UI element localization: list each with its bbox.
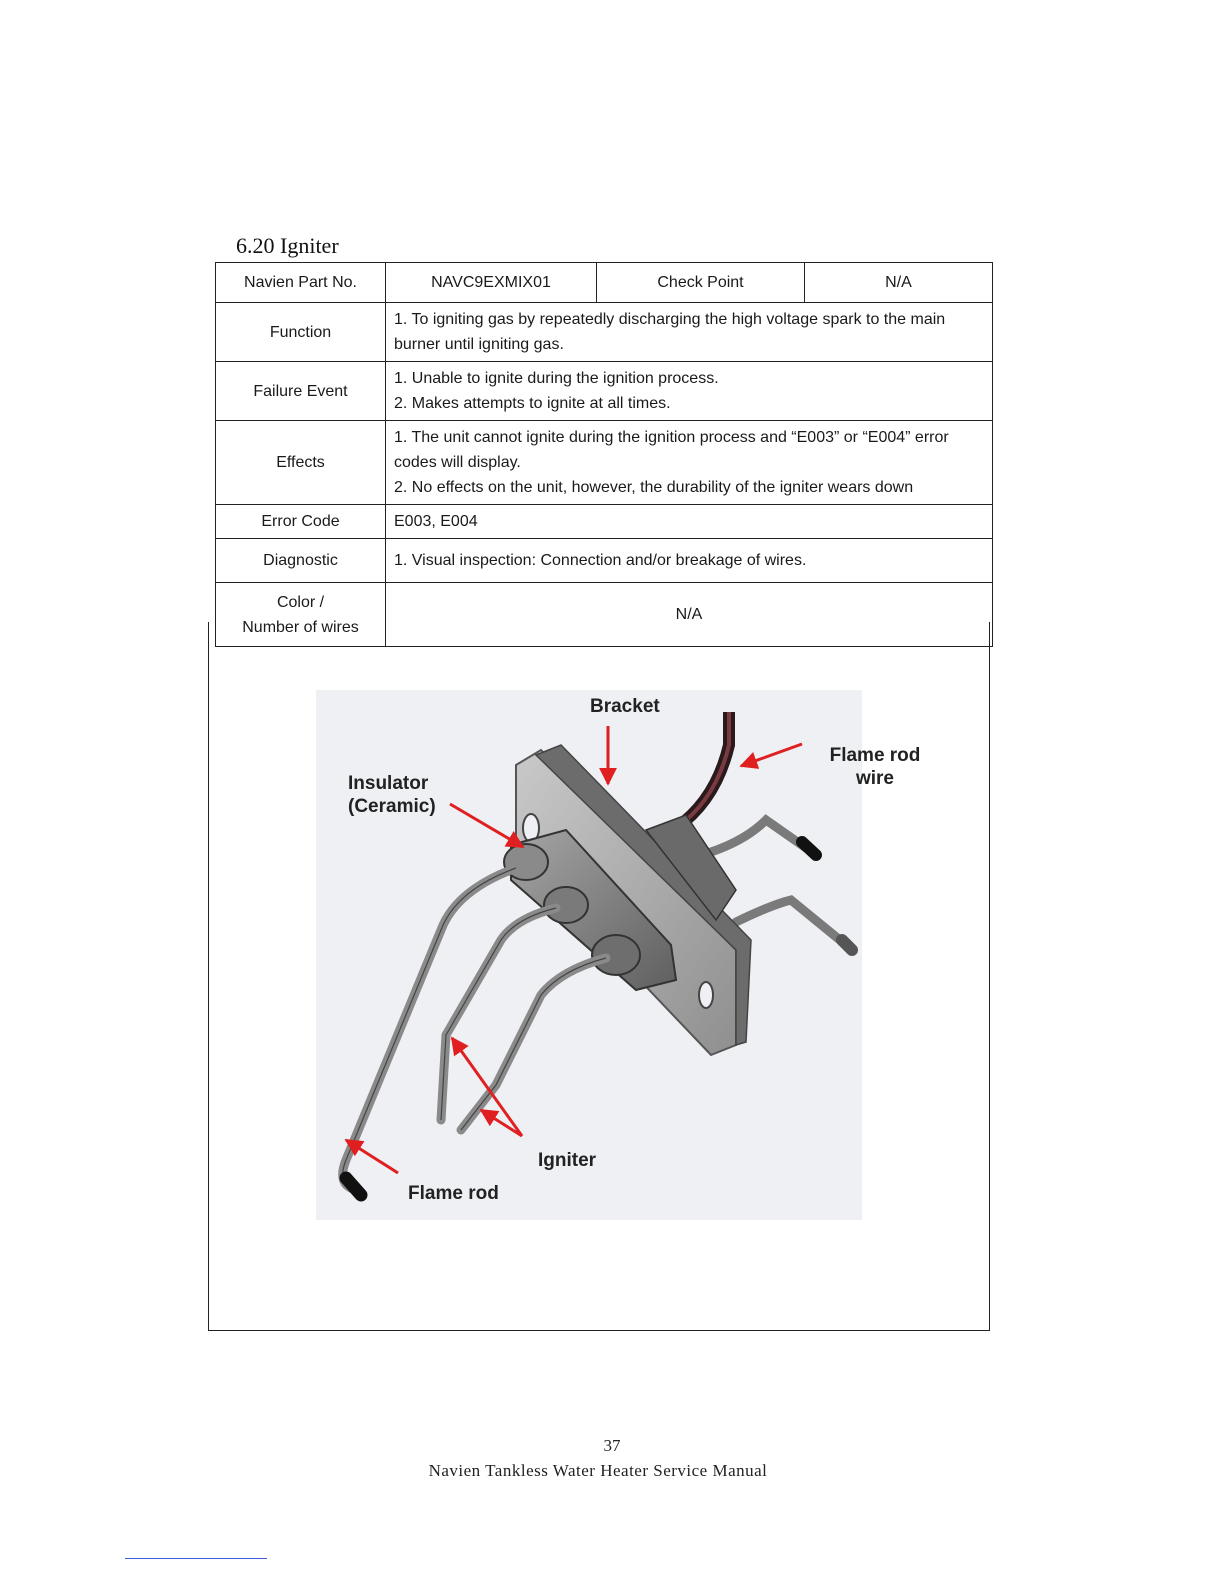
function-label: Function: [216, 303, 386, 362]
effects-value: [386, 421, 993, 505]
insulator-label-line-2: (Ceramic): [348, 796, 436, 817]
table-row: [216, 505, 993, 539]
failure-event-value: [386, 362, 993, 421]
color-wires-value: N/A: [386, 583, 993, 647]
section-title: 6.20 Igniter: [236, 233, 339, 258]
table-row: [216, 539, 993, 583]
part-no-label: Navien Part No.: [216, 263, 386, 303]
error-code-label: Error Code: [216, 505, 386, 539]
igniter-illustration: [316, 690, 862, 1220]
spec-table: [215, 262, 993, 647]
failure-event-label: Failure Event: [216, 362, 386, 421]
color-label-line-1: Color /: [276, 593, 325, 611]
bracket-hole-2: [699, 982, 713, 1008]
flame-rod-wire-label: [820, 744, 930, 790]
igniter-label: Igniter: [538, 1150, 597, 1171]
flame-rod-label: Flame rod: [408, 1183, 499, 1204]
flame-rod-wire-label-line-2: wire: [855, 768, 895, 789]
check-point-value: N/A: [805, 263, 993, 303]
link-underline: [125, 1558, 267, 1559]
failure-line-1: 1. Unable to ignite during the ignition process.: [394, 370, 719, 387]
effects-label: Effects: [216, 421, 386, 505]
diagnostic-label: Diagnostic: [216, 539, 386, 583]
figure-background: [316, 690, 862, 1220]
insulator-label-line-1: Insulator: [348, 773, 429, 794]
page-number: 37: [603, 1436, 621, 1455]
error-code-value: E003, E004: [386, 505, 993, 539]
failure-line-2: 2. Makes attempts to ignite at all times.: [394, 395, 671, 412]
table-row: [216, 263, 993, 303]
diagnostic-value: 1. Visual inspection: Connection and/or breakage of wires.: [386, 539, 993, 583]
effects-line-2: 2. No effects on the unit, however, the durability of the igniter wears down: [394, 479, 914, 496]
color-label-line-2: Number of wires: [242, 618, 359, 636]
bracket-label: Bracket: [590, 696, 660, 717]
table-row: [216, 303, 993, 362]
check-point-label: Check Point: [597, 263, 805, 303]
insulator-label: [348, 772, 436, 818]
igniter-figure: [316, 690, 921, 1220]
flame-rod-wire-label-line-1: Flame rod: [829, 745, 921, 766]
function-value: 1. To igniting gas by repeatedly discharging the high voltage spark to the main burner until igniting gas.: [386, 303, 993, 362]
manual-title: Navien Tankless Water Heater Service Manual: [428, 1461, 768, 1480]
table-row: [216, 362, 993, 421]
right-rod-tip-2: [842, 940, 852, 950]
table-row: [216, 421, 993, 505]
effects-line-1: 1. The unit cannot ignite during the ignition process and “E003” or “E004” error codes will display.: [394, 429, 949, 471]
part-no-value: NAVC9EXMIX01: [386, 263, 597, 303]
